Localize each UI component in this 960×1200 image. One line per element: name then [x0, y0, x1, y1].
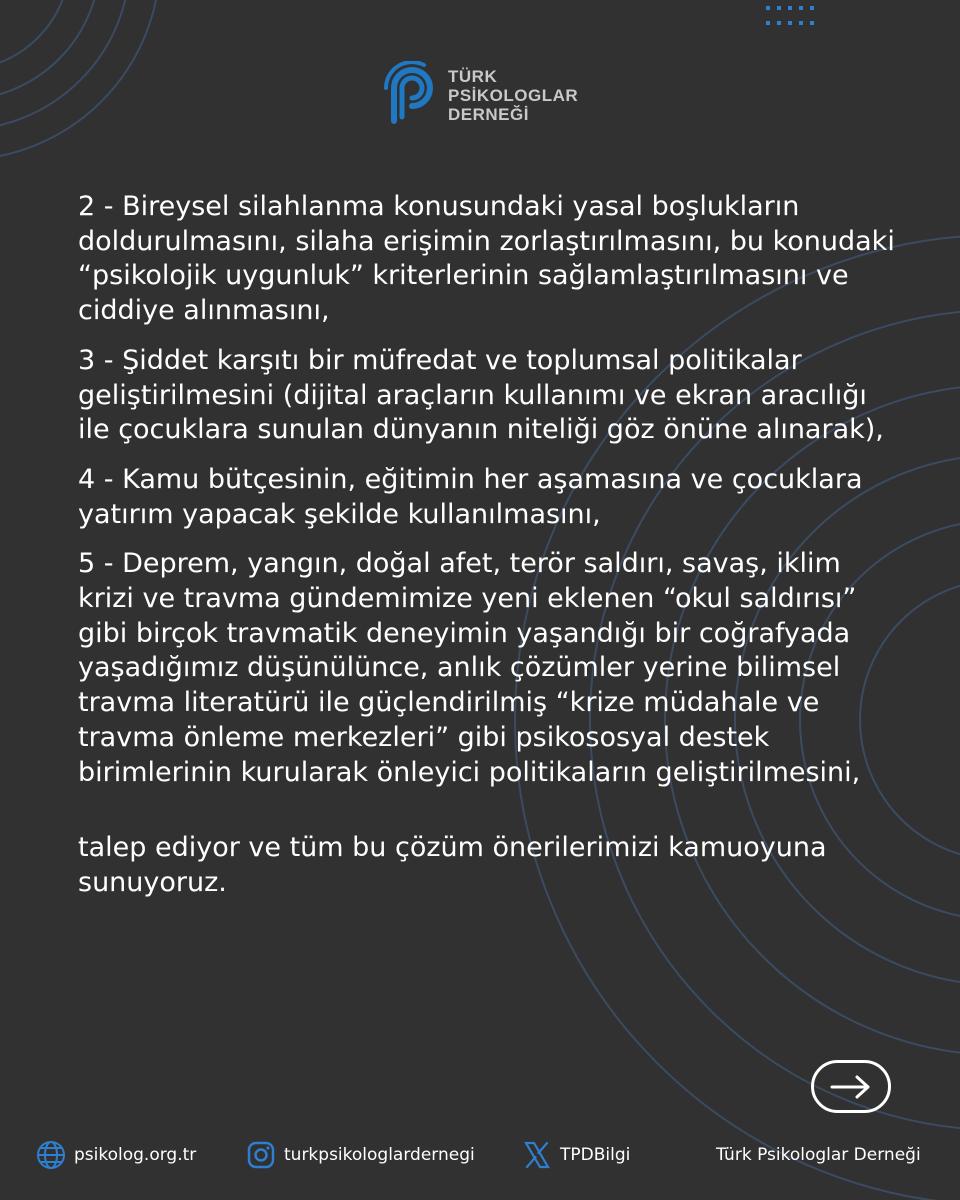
- dots-decoration: [766, 5, 814, 27]
- instagram-icon: [246, 1140, 276, 1170]
- organization-text: Türk Psikologlar Derneği: [716, 1145, 921, 1165]
- x-text: TPDBilgi: [560, 1145, 631, 1165]
- demand-item-4: 4 - Kamu bütçesinin, eğitimin her aşamasına ve çocuklara yatırım yapacak şekilde kullanılmasını,: [78, 463, 863, 530]
- tpd-logo-icon: [384, 61, 438, 129]
- logo-line-2: PSİKOLOGLAR: [448, 85, 579, 105]
- demands-text: [78, 190, 898, 916]
- footer: [0, 1132, 960, 1178]
- demand-item-5: 5 - Deprem, yangın, doğal afet, terör saldırı, savaş, iklim krizi ve travma gündemimize yeni eklenen “okul saldırısı” gibi birçok travmatik deneyimin yaşandığı bir coğrafyada yaşadığımız düşünülünce, anlık çözümler yerine bilimsel travma literatürü ile güçlendirilmiş “krize müdahale ve travma önleme merkezleri” gibi psikososyal destek birimlerinin kurularak önleyici politikaların geliştirilmesini,: [78, 548, 861, 788]
- x-logo-icon: [522, 1140, 552, 1170]
- logo-line-1: TÜRK: [448, 66, 498, 86]
- arrow-right-icon: [829, 1074, 873, 1100]
- logo-line-3: DERNEĞİ: [448, 104, 529, 124]
- globe-icon: [36, 1140, 66, 1170]
- x-link[interactable]: [522, 1140, 630, 1170]
- demand-item-2: 2 - Bireysel silahlanma konusundaki yasal boşlukların doldurulmasını, silaha erişimin zorlaştırılmasını, bu konudaki “psikolojik uygunluk” kriterlerinin sağlamlaştırılmasını ve ciddiye alınmasını,: [78, 191, 895, 327]
- demand-item-3: 3 - Şiddet karşıtı bir müfredat ve toplumsal politikalar geliştirilmesini (dijital araçların kullanımı ve ekran aracılığı ile çocuklara sunulan dünyanın niteliği göz önüne alınarak),: [78, 344, 884, 446]
- closing-statement: talep ediyor ve tüm bu çözüm önerilerimizi kamuoyuna sunuyoruz.: [78, 832, 827, 898]
- website-text: psikolog.org.tr: [74, 1145, 197, 1165]
- instagram-link[interactable]: [246, 1140, 475, 1170]
- website-link[interactable]: [36, 1140, 196, 1170]
- instagram-text: turkpsikologlardernegi: [284, 1145, 475, 1165]
- next-slide-button[interactable]: [811, 1060, 891, 1113]
- organization-name: [448, 67, 578, 124]
- organization-logo: [384, 60, 578, 130]
- organization-footer-name: [716, 1145, 921, 1165]
